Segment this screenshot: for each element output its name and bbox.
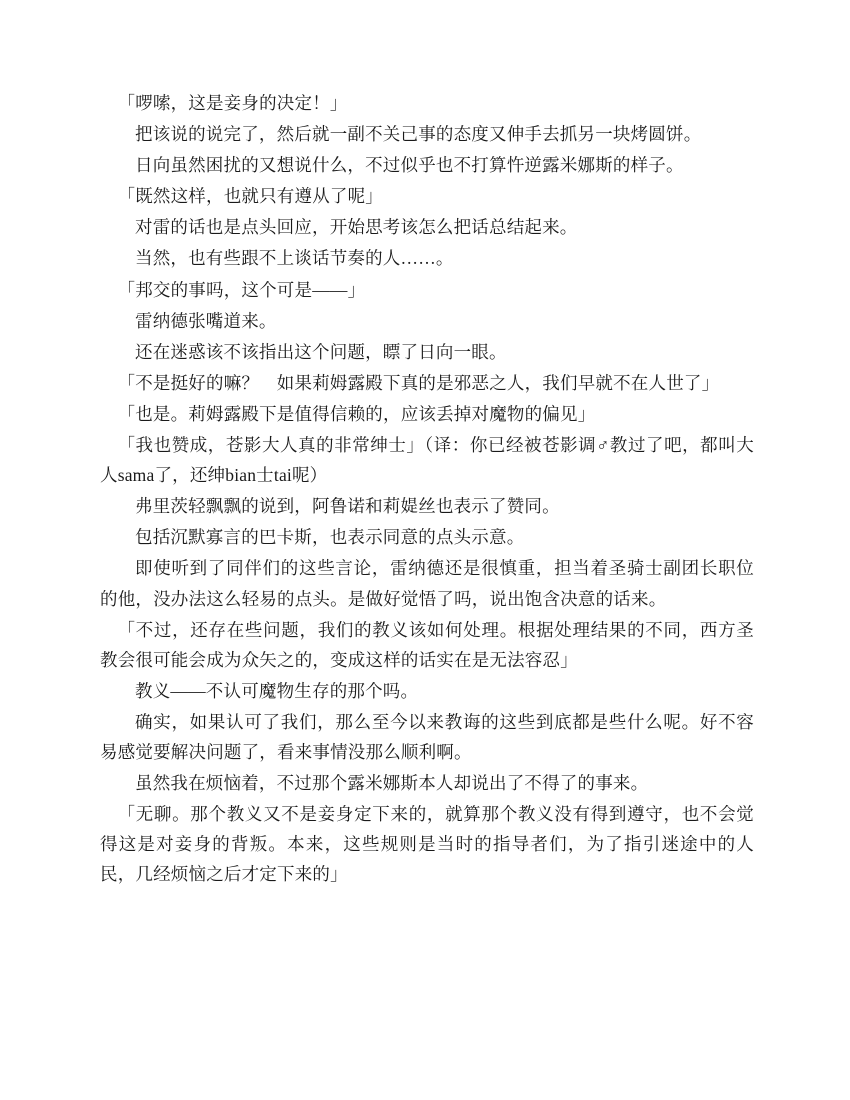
paragraph: 日向虽然困扰的又想说什么，不过似乎也不打算忤逆露米娜斯的样子。	[135, 155, 684, 176]
document-body	[100, 88, 754, 889]
paragraph: 「无聊。那个教义又不是妾身定下来的，就算那个教义没有得到遵守，也不会觉得这是对妾身的背叛。本来，这些规则是当时的指导者们，为了指引迷途中的人民，几经烦恼之后才定下来的」	[100, 804, 754, 885]
paragraph: 对雷的话也是点头回应，开始思考该怎么把话总结起来。	[135, 217, 578, 238]
paragraph: 即使听到了同伴们的这些言论，雷纳德还是很慎重，担当着圣骑士副团长职位的他，没办法这么轻易的点头。是做好觉悟了吗，说出饱含决意的话来。	[100, 558, 754, 609]
paragraph: 「不是挺好的嘛？ 如果莉姆露殿下真的是邪恶之人，我们早就不在人世了」	[117, 372, 720, 393]
paragraph: 虽然我在烦恼着，不过那个露米娜斯本人却说出了不得了的事来。	[135, 773, 649, 794]
paragraph: 还在迷惑该不该指出这个问题，瞟了日向一眼。	[135, 341, 507, 362]
paragraph: 「不过，还存在些问题，我们的教义该如何处理。根据处理结果的不同，西方圣教会很可能会成为众矢之的，变成这样的话实在是无法容忍」	[100, 619, 754, 670]
paragraph: 教义——不认可魔物生存的那个吗。	[135, 680, 419, 701]
paragraph: 确实，如果认可了我们，那么至今以来教诲的这些到底都是些什么呢。好不容易感觉要解决问题了，看来事情没那么顺利啊。	[100, 711, 754, 762]
paragraph: 「既然这样，也就只有遵从了呢」	[117, 186, 383, 207]
paragraph: 把该说的说完了，然后就一副不关己事的态度又伸手去抓另一块烤圆饼。	[135, 124, 702, 145]
paragraph: 弗里茨轻飘飘的说到，阿鲁诺和莉媞丝也表示了赞同。	[135, 496, 560, 517]
paragraph: 「啰嗦，这是妾身的决定！」	[117, 93, 348, 113]
paragraph: 「邦交的事吗，这个可是——」	[117, 279, 366, 300]
paragraph: 「我也赞成，苍影大人真的非常绅士」（译：你已经被苍影调♂教过了吧，都叫大人sama了，还绅bian士tai呢）	[100, 435, 754, 486]
paragraph: 当然，也有些跟不上谈话节奏的人……。	[135, 248, 454, 269]
paragraph: 包括沉默寡言的巴卡斯，也表示同意的点头示意。	[135, 527, 525, 548]
paragraph: 雷纳德张嘴道来。	[135, 310, 277, 331]
paragraph: 「也是。莉姆露殿下是值得信赖的，应该丢掉对魔物的偏见」	[117, 403, 596, 424]
